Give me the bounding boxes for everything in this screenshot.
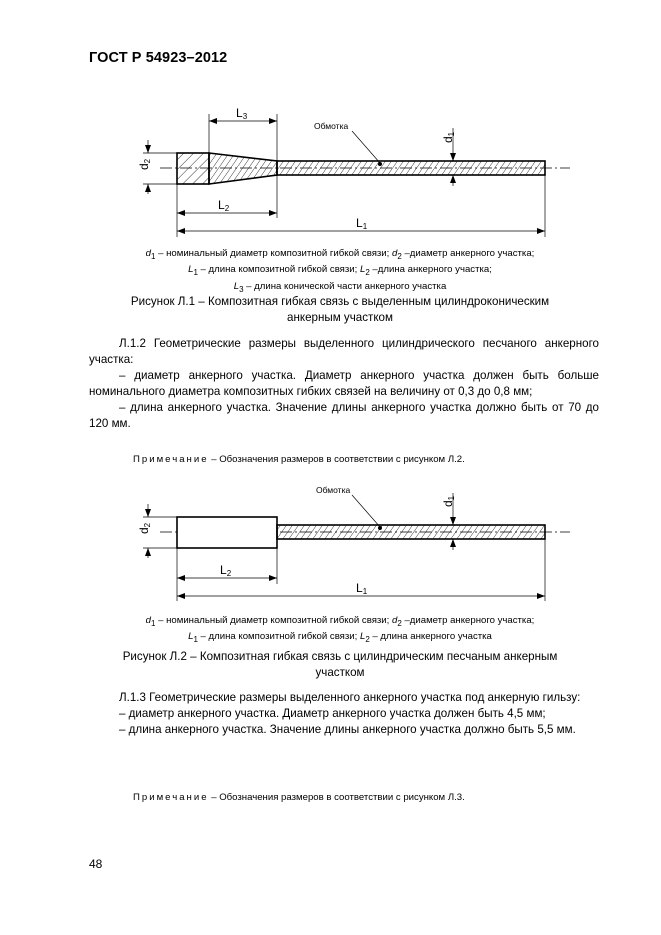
composite-rod xyxy=(277,525,545,539)
figure-2-legend-line: $d_1$ – номинальный диаметр композитной гибкой связи; $d_2$ –диаметр анкерного участка; xyxy=(145,615,535,628)
L2-label: L2 xyxy=(218,198,230,213)
figure-1-legend-line: $L_1$ – длина композитной гибкой связи; $L_2$ –длина анкерного участка; xyxy=(188,264,492,278)
figure-2-legend-line: $L_1$ – длина композитной гибкой связи; $L_2$ – длина анкерного участка xyxy=(188,631,492,645)
section-L12-item-diameter: – диаметр анкерного участка. Диаметр анкерного участка должен быть больше номинального диаметра композитных гибких связей на величину от 0,3 до 0,8 мм; xyxy=(89,369,599,399)
figure-1-drawing xyxy=(0,95,661,245)
d2-label: d2 xyxy=(137,158,152,170)
L1-label: L1 xyxy=(356,581,368,596)
figure-1-legend-line: $L_3$ – длина конической части анкерного участка xyxy=(233,280,447,294)
figure-2-caption-line1: Рисунок Л.2 – Композитная гибкая связь с цилиндрическим песчаным анкерным xyxy=(122,650,558,663)
page-number: 48 xyxy=(89,857,103,871)
section-L12 xyxy=(89,336,599,433)
figure-1-caption-line2: анкерным участком xyxy=(287,311,393,324)
figure-1-legend xyxy=(60,247,620,296)
anchor-cylinder xyxy=(177,517,277,548)
section-L13 xyxy=(89,690,599,738)
L2-label: L2 xyxy=(220,563,232,578)
section-L12-note xyxy=(133,454,465,465)
anchor-cone xyxy=(209,153,277,184)
winding-label: Обмотка xyxy=(316,485,351,495)
figure-1-caption xyxy=(80,294,600,326)
section-L13-heading: Л.1.3 Геометрические размеры выделенного анкерного участка под анкерную гильзу: xyxy=(119,691,581,704)
d1-label: d1 xyxy=(441,495,456,507)
section-L12-item-length: – длина анкерного участка. Значение длины анкерного участка должно быть от 70 до 120 мм. xyxy=(89,401,599,431)
L1-label: L1 xyxy=(356,216,368,231)
L3-label: L3 xyxy=(236,106,248,121)
section-L13-note xyxy=(133,792,465,803)
winding-label: Обмотка xyxy=(314,121,349,131)
d2-label: d2 xyxy=(137,522,152,534)
figure-2-drawing xyxy=(0,475,661,610)
section-L13-item-diameter: – диаметр анкерного участка. Диаметр анкерного участка должен быть 4,5 мм; xyxy=(119,707,546,721)
figure-2-caption-line2: участком xyxy=(315,666,365,679)
figure-1-legend-line: $d_1$ – номинальный диаметр композитной гибкой связи; $d_2$ –диаметр анкерного участка; xyxy=(145,248,535,261)
note-text: – Обозначения размеров в соответствии с рисунком Л.2. xyxy=(208,454,465,465)
document-header: ГОСТ Р 54923–2012 xyxy=(89,50,228,66)
figure-2-legend xyxy=(60,614,620,647)
note-text: – Обозначения размеров в соответствии с рисунком Л.3. xyxy=(208,792,465,803)
section-L12-heading: Л.1.2 Геометрические размеры выделенного цилиндрического песчаного анкерного участка: xyxy=(89,337,599,367)
note-label: Примечание xyxy=(133,454,209,465)
composite-rod xyxy=(277,161,545,175)
figure-2-caption xyxy=(80,649,600,681)
d1-label: d1 xyxy=(441,131,456,143)
figure-1-caption-line1: Рисунок Л.1 – Композитная гибкая связь с выделенным цилиндроконическим xyxy=(130,295,550,308)
anchor-cylinder xyxy=(177,153,209,184)
note-label: Примечание xyxy=(133,792,209,803)
section-L13-item-length: – длина анкерного участка. Значение длины анкерного участка должно быть 5,5 мм. xyxy=(119,723,576,737)
